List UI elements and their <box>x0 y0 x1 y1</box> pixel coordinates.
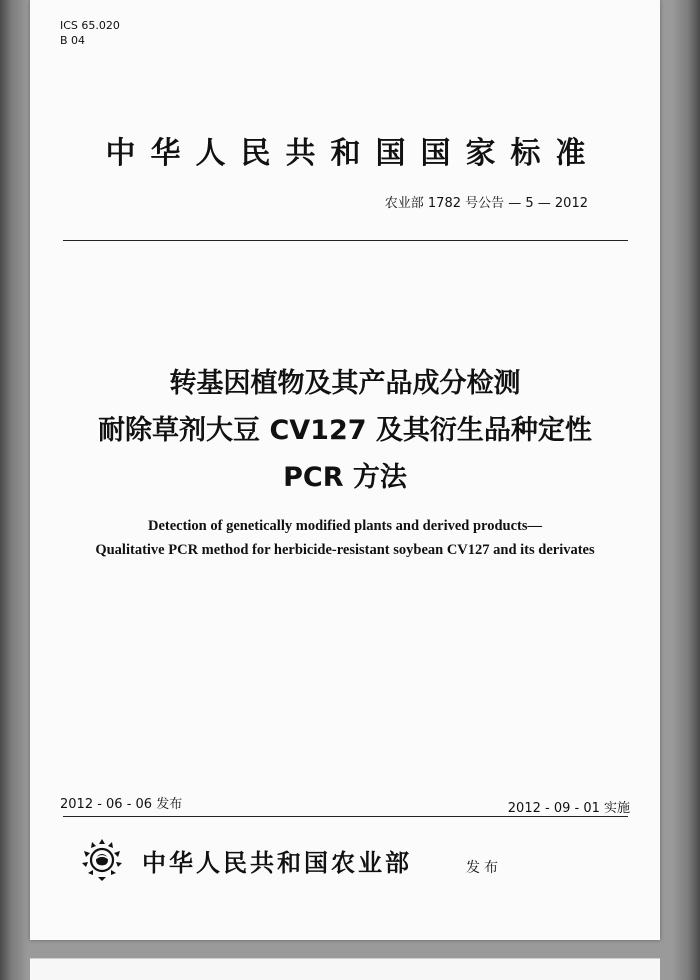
ministry-emblem-icon <box>74 833 130 883</box>
implementation-date: 2012 - 09 - 01 实施 <box>507 801 630 816</box>
ccs-code: B 04 <box>60 34 86 47</box>
bottom-divider <box>63 816 628 817</box>
english-title <box>30 514 660 562</box>
next-page-edge <box>30 958 660 980</box>
classification-codes <box>60 18 120 48</box>
publish-label: 发布 <box>466 860 502 876</box>
ministry-name: 中华人民共和国农业部 <box>142 848 412 877</box>
chinese-title <box>30 360 660 501</box>
standard-number: 农业部 1782 号公告 — 5 — 2012 <box>384 196 588 211</box>
issue-date: 2012 - 06 - 06 发布 <box>60 797 183 812</box>
chinese-title-line-1: 转基因植物及其产品成分检测 <box>169 368 521 399</box>
english-title-line-2: Qualitative PCR method for herbicide-resistant soybean CV127 and its derivates <box>95 542 595 558</box>
document-page <box>30 0 660 940</box>
english-title-line-1: Detection of genetically modified plants and derived products— <box>147 518 543 534</box>
chinese-title-line-2: 耐除草剂大豆 CV127 及其衍生品种定性 <box>98 415 592 446</box>
chinese-title-line-3: PCR 方法 <box>283 462 407 493</box>
national-standard-heading: 中华人民共和国国家标准 <box>105 136 601 171</box>
ics-code: ICS 65.020 <box>60 19 120 32</box>
top-divider <box>63 240 628 241</box>
